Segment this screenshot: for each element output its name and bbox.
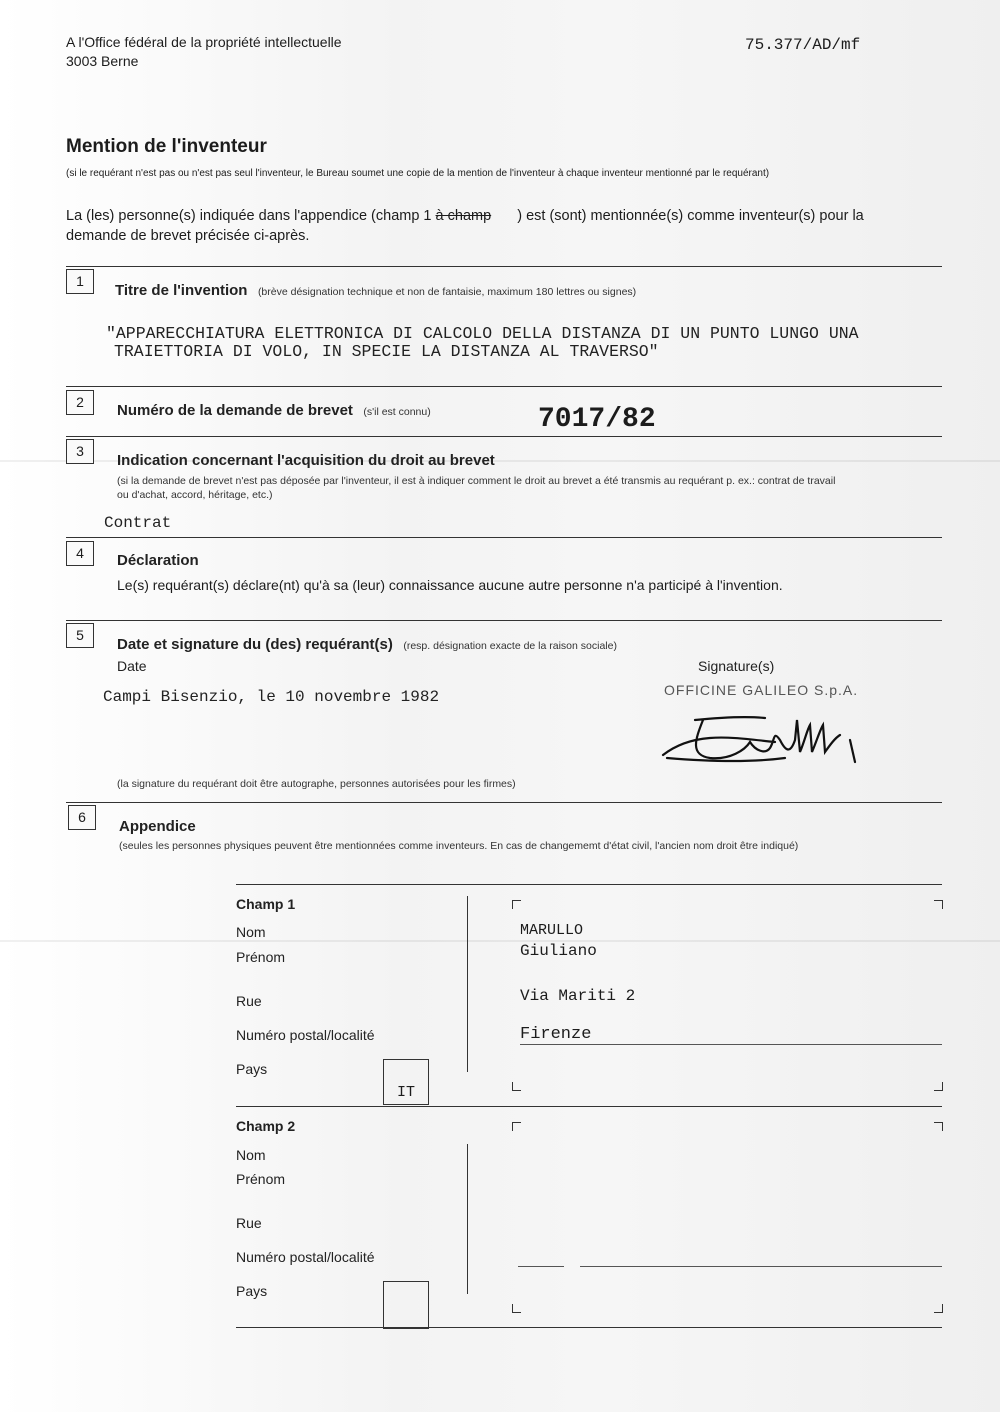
champ2-postal-rule — [518, 1266, 564, 1267]
office-address-line1: A l'Office fédéral de la propriété intellectuelle — [66, 34, 342, 50]
corner-mark — [512, 900, 521, 909]
intro-strikethrough: à champ — [435, 208, 492, 224]
section-1-note: (brève désignation technique et non de fantaisie, maximum 180 lettres ou signes) — [257, 286, 637, 298]
invention-title-line1: "APPARECCHIATURA ELETTRONICA DI CALCOLO DELLA DISTANZA DI UN PUNTO LUNGO UNA — [106, 324, 859, 343]
corner-mark — [512, 1122, 521, 1131]
company-stamp: OFFICINE GALILEO S.p.A. — [664, 682, 859, 698]
section-1-heading — [115, 282, 636, 300]
champ2-country-box — [383, 1281, 429, 1329]
section-divider — [66, 436, 942, 437]
section-3-label: Indication concernant l'acquisition du droit au brevet — [117, 452, 495, 469]
section-number-box: 2 — [66, 390, 94, 415]
champ2-title: Champ 2 — [236, 1118, 296, 1134]
champ1-prenom-label: Prénom — [236, 949, 286, 965]
champ1-prenom-value: Giuliano — [520, 942, 597, 960]
champ2-divider — [467, 1144, 468, 1294]
champ2-bottom-rule — [236, 1327, 942, 1328]
section-2-label: Numéro de la demande de brevet — [117, 402, 353, 419]
form-title: Mention de l'inventeur — [66, 136, 267, 157]
section-number-box: 3 — [66, 439, 94, 464]
intro-text-line2: demande de brevet précisée ci-après. — [66, 228, 310, 244]
champ2-localite-rule — [580, 1266, 942, 1267]
section-4-label: Déclaration — [117, 552, 199, 569]
date-label: Date — [117, 658, 147, 674]
champ2-nom-label: Nom — [236, 1147, 266, 1163]
section-number-box: 1 — [66, 269, 94, 294]
section-5-label: Date et signature du (des) requérant(s) — [117, 636, 393, 653]
champ2-top-rule — [236, 1106, 942, 1107]
section-2-note: (s'il est connu) — [363, 406, 431, 418]
champ1-nom-label: Nom — [236, 924, 266, 940]
champ1-rue-value: Via Mariti 2 — [520, 987, 636, 1005]
section-3-note-line2: ou d'achat, accord, héritage, etc.) — [117, 489, 273, 501]
champ2-pays-label: Pays — [236, 1283, 268, 1299]
section-divider — [66, 802, 942, 803]
champ1-rue-label: Rue — [236, 993, 262, 1009]
declaration-text: Le(s) requérant(s) déclare(nt) qu'à sa (leur) connaissance aucune autre personne n'a participé à l'invention. — [117, 577, 783, 593]
corner-mark — [934, 900, 943, 909]
champ2-rue-label: Rue — [236, 1215, 262, 1231]
corner-mark — [512, 1304, 521, 1313]
form-title-note: (si le requérant n'est pas ou n'est pas seul l'inventeur, le Bureau soumet une copie de la mention de l'inventeur à chaque inventeur mentionné par le requérant) — [66, 168, 770, 179]
section-1-label: Titre de l'invention — [115, 282, 248, 299]
champ2-prenom-label: Prénom — [236, 1171, 286, 1187]
champ1-localite-value: Firenze — [520, 1025, 592, 1044]
section-divider — [66, 620, 942, 621]
signature-footnote: (la signature du requérant doit être autographe, personnes autorisées pour les firmes) — [117, 778, 516, 790]
paper-fold — [0, 940, 1000, 942]
corner-mark — [934, 1304, 943, 1313]
section-5-heading — [117, 636, 617, 654]
signature-label: Signature(s) — [698, 658, 775, 674]
section-divider — [66, 386, 942, 387]
intro-part2: ) est (sont) mentionnée(s) comme inventeur(s) pour la — [517, 208, 864, 224]
invention-title-line2: TRAIETTORIA DI VOLO, IN SPECIE LA DISTANZA AL TRAVERSO" — [114, 342, 659, 361]
date-value: Campi Bisenzio, le 10 novembre 1982 — [103, 688, 440, 706]
section-number-box: 4 — [66, 541, 94, 566]
champ1-divider — [467, 896, 468, 1072]
section-divider — [66, 537, 942, 538]
champ1-localite-rule — [520, 1044, 942, 1045]
intro-part1: La (les) personne(s) indiquée dans l'appendice (champ 1 — [66, 208, 432, 224]
section-number-box: 5 — [66, 623, 94, 648]
champ1-country-box — [383, 1059, 429, 1105]
section-number-box: 6 — [68, 805, 96, 830]
application-number: 7017/82 — [538, 404, 656, 435]
corner-mark — [512, 1082, 521, 1091]
handwritten-signature — [655, 700, 885, 775]
reference-number: 75.377/AD/mf — [745, 36, 861, 54]
section-5-note: (resp. désignation exacte de la raison sociale) — [403, 640, 617, 652]
champ1-postal-label: Numéro postal/localité — [236, 1027, 375, 1043]
section-6-note: (seules les personnes physiques peuvent être mentionnées comme inventeurs. En cas de changememt d'état civil, l'ancien nom droit être indiqué) — [119, 840, 799, 852]
section-3-note-line1: (si la demande de brevet n'est pas déposée par l'inventeur, il est à indiquer comment le droit au brevet a été transmis au requérant p. ex.: contrat de travail — [117, 475, 836, 487]
corner-mark — [934, 1082, 943, 1091]
champ1-top-rule — [236, 884, 942, 885]
champ2-postal-label: Numéro postal/localité — [236, 1249, 375, 1265]
section-divider — [66, 266, 942, 267]
intro-text-line1 — [66, 208, 864, 224]
champ1-nom-value: MARULLO — [520, 922, 584, 939]
acquisition-value: Contrat — [104, 514, 172, 532]
champ1-title: Champ 1 — [236, 896, 296, 912]
champ1-country-code: IT — [396, 1084, 415, 1101]
office-address-line2: 3003 Berne — [66, 53, 139, 69]
section-6-label: Appendice — [119, 818, 196, 835]
champ1-pays-label: Pays — [236, 1061, 268, 1077]
corner-mark — [934, 1122, 943, 1131]
section-2-heading — [117, 402, 431, 420]
